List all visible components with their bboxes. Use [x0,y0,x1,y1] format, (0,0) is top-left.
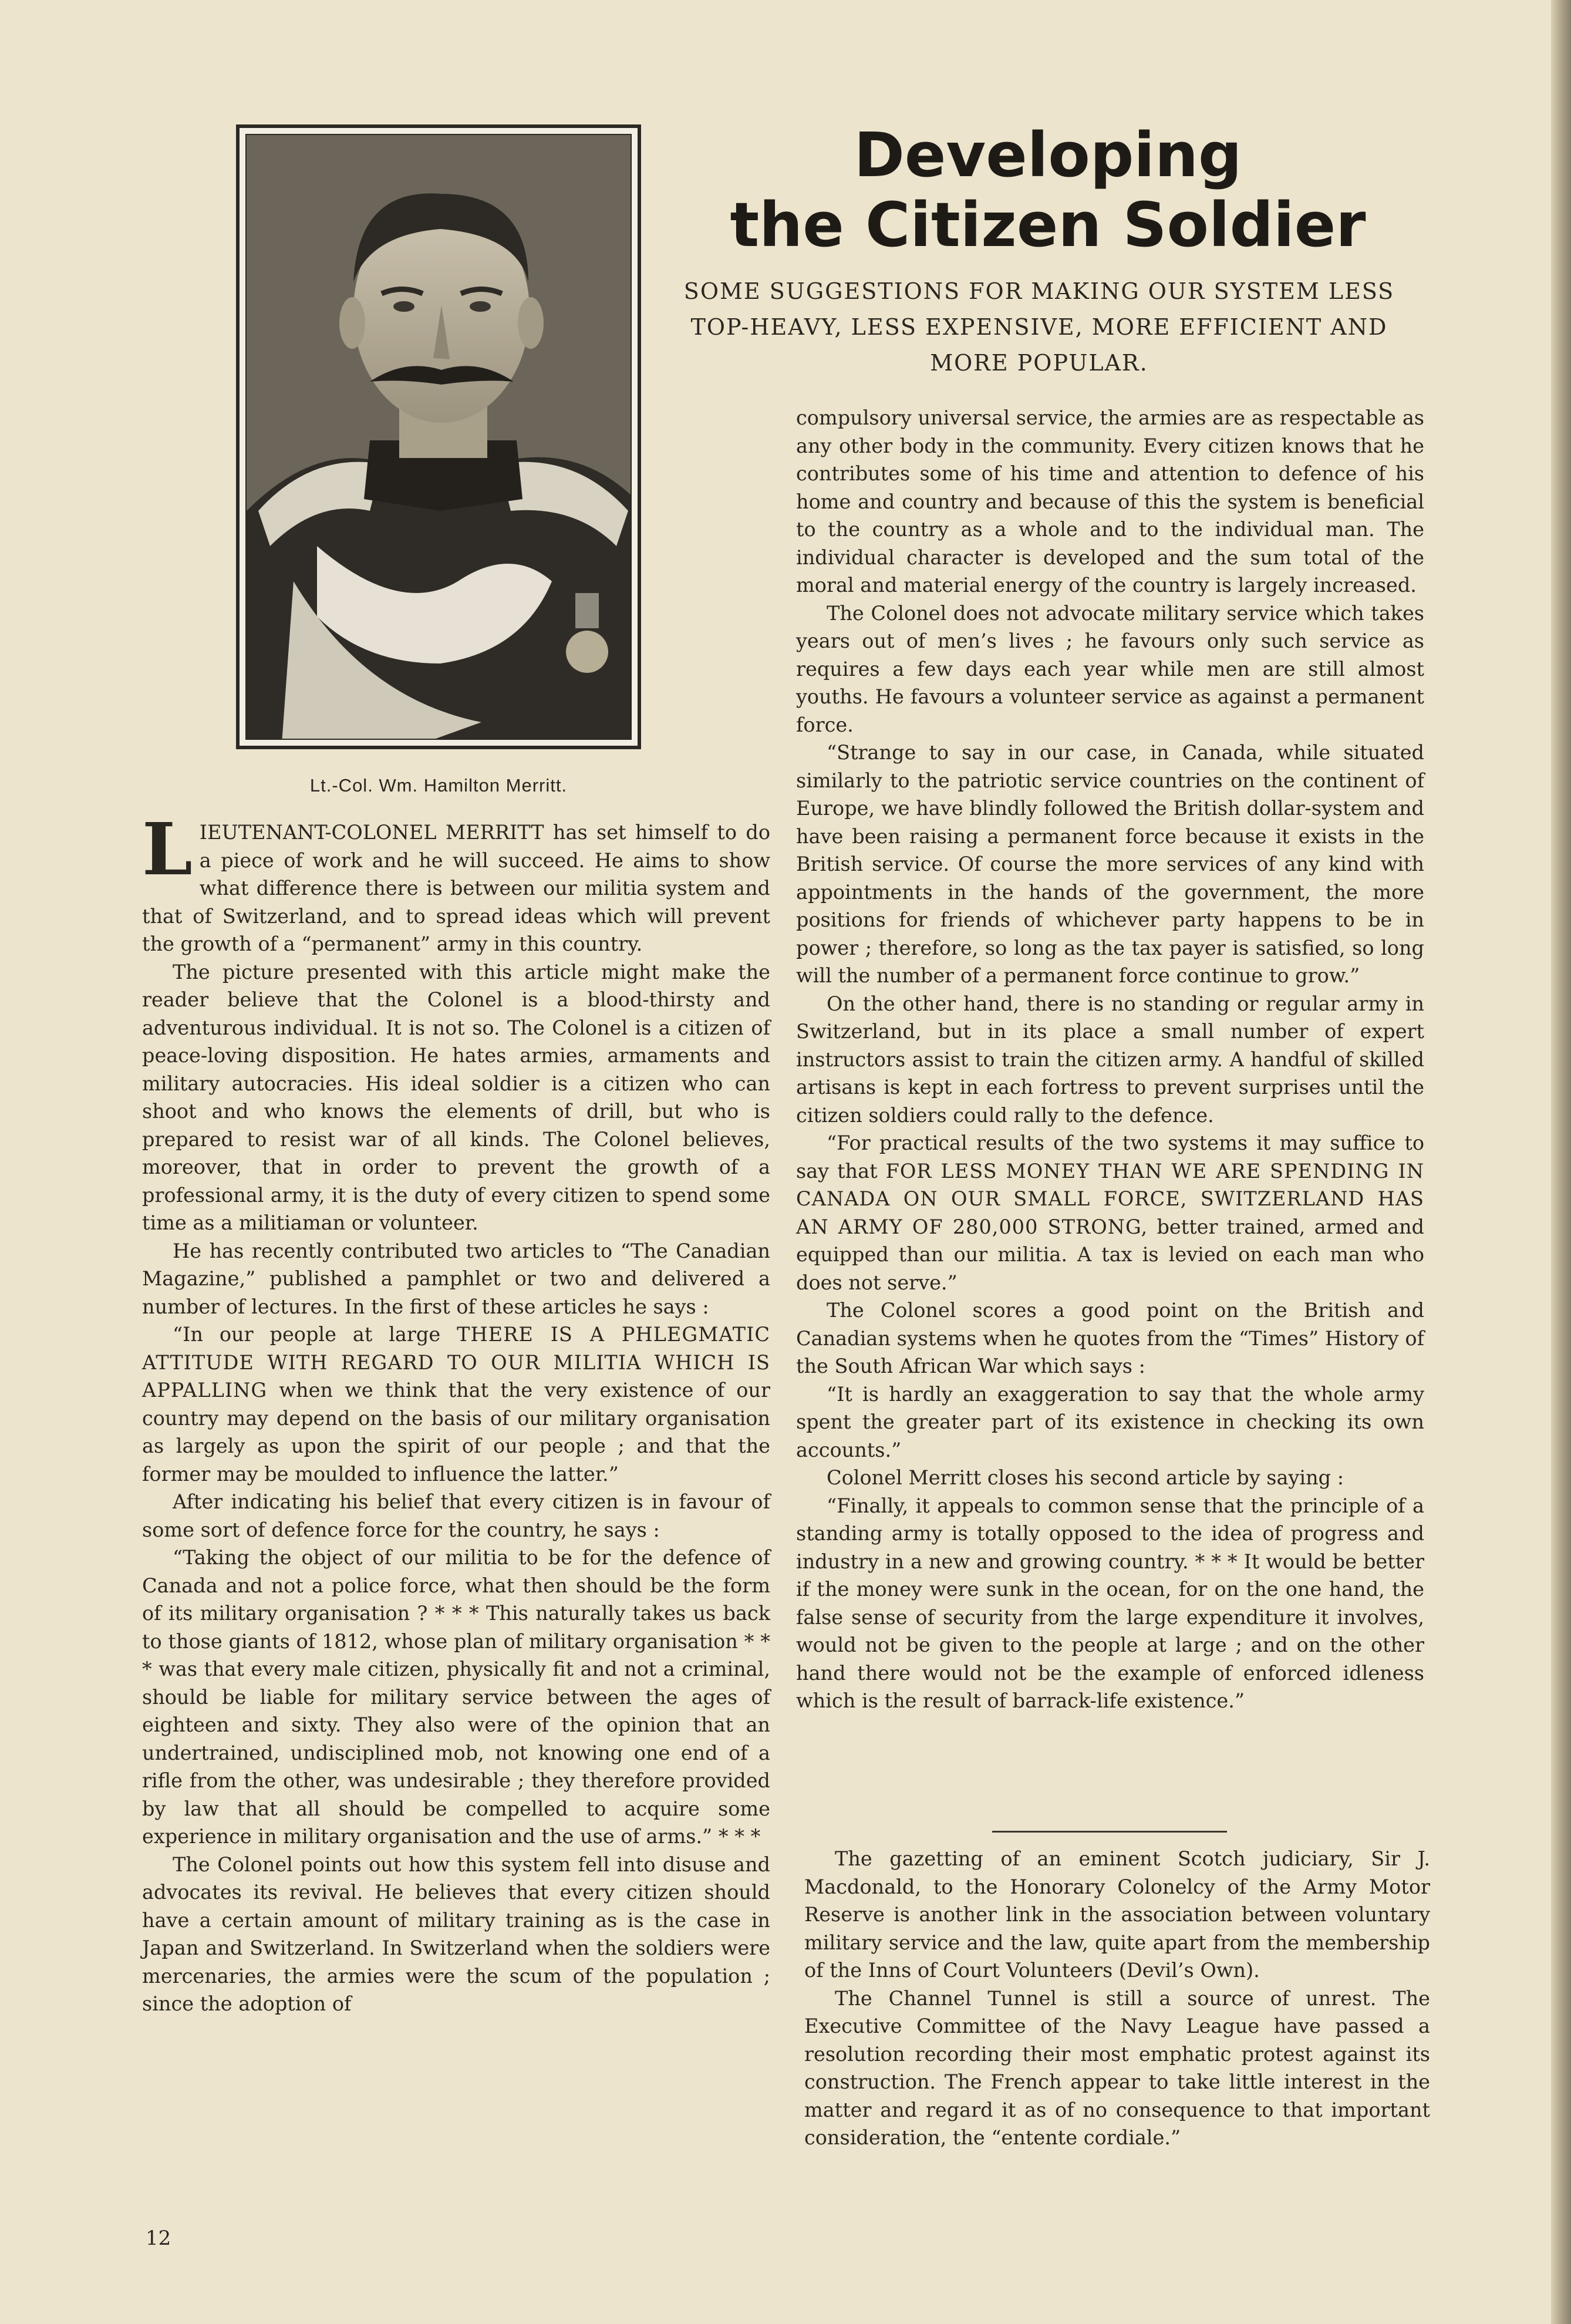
page-edge [1551,0,1571,2324]
title-line-1: Developing [854,119,1242,191]
lead-paragraph: LIEUTENANT-COLONEL MERRITT has set himself to do a piece of work and he will succeed. He aims to show what difference there is between our militia system and that of Switzerland, and to spread ideas which will prevent the growth of a “permanent” army in this country. [142,807,770,955]
paragraph: On the other hand, there is no standing or regular army in Switzerland, but in its place a small number of expert instructors assist to train the citizen army. A handful of skilled artisans is kept in each fortress to prevent surprises until the citizen soldiers could rally to the defence. [796,992,1424,1127]
quote-paragraph: “For practical results of the two systems it may suffice to say that FOR LESS MONEY THAN WE ARE SPENDING IN CANADA ON OUR SMALL FORCE, SWITZERLAND HAS AN ARMY OF 280,000 STRONG, better trained, armed and equipped than our militia. A tax is levied on each man who does not serve.” [796,1131,1425,1294]
right-column-lower [804,1845,1430,2152]
paragraph: He has recently contributed two articles to “The Canadian Magazine,” published a pamphlet or two and delivered a number of lectures. In the first of these articles he says : [142,1239,770,1318]
article-subtitle: SOME SUGGESTIONS FOR MAKING OUR SYSTEM LESS TOP-HEAVY, LESS EXPENSIVE, MORE EFFICIENT AND MORE POPULAR. [683,278,1395,376]
emphasis-caps: THERE IS A PHLEGMATIC ATTITUDE WITH REGARD TO OUR MILITIA WHICH IS APPALLING [142,1323,770,1402]
news-paragraph: The gazetting of an eminent Scotch judiciary, Sir J. Macdonald, to the Honorary Colonelcy of the Army Motor Reserve is another link in the association between voluntary military service and the law, quite apart from the membership of the Inns of Court Volunteers (Devil’s Own). [804,1847,1430,1982]
article-title [675,120,1421,260]
news-paragraph: The Channel Tunnel is still a source of unrest. The Executive Committee of the Navy League have passed a resolution recording their most emphatic protest against its construction. The French appear to take little interest in the matter and regard it as of no consequence to that important consideration, the “entente cordiale.” [804,1986,1430,2149]
section-divider [992,1831,1227,1833]
quote-paragraph: “Strange to say in our case, in Canada, while situated similarly to the patriotic service countries on the continent of Europe, we have blindly followed the British dollar-system and have been raising a permanent force because it exists in the British service. Of course the more services of any kind with appointments in the hands of the government, the more positions for friends of whichever party happens to be in power ; therefore, so long as the tax payer is satisfied, so long will the number of a permanent force continue to grow.” [796,741,1424,987]
officer-portrait-illustration [247,135,632,740]
portrait-caption: Lt.-Col. Wm. Hamilton Merritt. [309,775,568,796]
paragraph: The picture presented with this article might make the reader believe that the Colonel is a blood-thirsty and adventurous individual. It is not so. The Colonel is a citizen of peace-loving disposition. He hates armies, armaments and military autocracies. His ideal soldier is a citizen who can shoot and who knows the elements of drill, but who is prepared to resist war of all kinds. The Colonel believes, moreover, that in order to prevent the growth of a professional army, it is the duty of every citizen to spend some time as a militiaman or volunteer. [142,960,770,1234]
portrait-photo [236,124,641,749]
paragraph: The Colonel points out how this system fell into disuse and advocates its revival. He believes that every citizen should have a certain amount of military training as is the case in Japan and Switzerland. In Switzerland when the soldiers were mercenaries, the armies were the scum of the population ; since the adoption of [142,1853,770,2015]
paragraph: The Colonel scores a good point on the British and Canadian systems when he quotes from the “Times” History of the South African War which says : [796,1299,1424,1377]
right-column-upper [796,404,1424,1715]
paragraph: Colonel Merritt closes his second article by saying : [827,1466,1344,1489]
quote-paragraph: “Finally, it appeals to common sense that the principle of a standing army is totally opposed to the idea of progress and industry in a new and growing country. * * * It would be better if the money were sunk in the ocean, for on the one hand, the false sense of security from the large expenditure it involves, would not be given to the people at large ; and on the other hand there would not be the example of enforced idleness which is the result of barrack-life existence.” [796,1494,1424,1712]
paragraph: The Colonel does not advocate military service which takes years out of men’s lives ; he favours only such service as requires a few days each year while men are still almost youths. He favours a volunteer service as against a permanent force. [796,601,1424,736]
quote-paragraph: “It is hardly an exaggeration to say that the whole army spent the greater part of its existence in checking its own accounts.” [796,1382,1424,1461]
title-line-2: the Citizen Soldier [730,188,1366,261]
quote-paragraph: “Taking the object of our militia to be for the defence of Canada and not a police force, what then should be the form of its military organisation ? * * * This naturally takes us back to those giants of 1812, whose plan of military organisation * * * was that every male citizen, physically fit and not a criminal, should be liable for military service between the ages of eighteen and sixty. They also were of the opinion that an undertrained, undisciplined mob, not knowing one end of a rifle from the other, was undesirable ; they therefore provided by law that all should be compelled to acquire some experience in military organisation and the use of arms.” * * * [142,1546,770,1848]
drop-cap: L [142,807,193,891]
paragraph: After indicating his belief that every citizen is in favour of some sort of defence force for the country, he says : [142,1490,770,1541]
paragraph: compulsory universal service, the armies are as respectable as any other body in the community. Every citizen knows that he contributes some of his time and attention to defence of his home and country and because of this the system is beneficial to the country as a whole and to the individual man. The individual character is developed and the sum total of the moral and material energy of the country is largely increased. [796,406,1424,597]
quote-paragraph: “In our people at large THERE IS A PHLEGMATIC ATTITUDE WITH REGARD TO OUR MILITIA WHICH IS APPALLING when we think that the very existence of our country may depend on the basis of our military organisation as largely as upon the spirit of our people ; and that the former may be moulded to influence the latter.” [142,1323,770,1486]
left-column [142,807,770,2018]
page-number: 12 [146,2227,171,2250]
emphasis-caps: FOR LESS MONEY THAN WE ARE SPENDING IN CANADA ON OUR SMALL FORCE, SWITZERLAND HAS AN ARMY OF 280,000 STRONG, [796,1159,1425,1238]
